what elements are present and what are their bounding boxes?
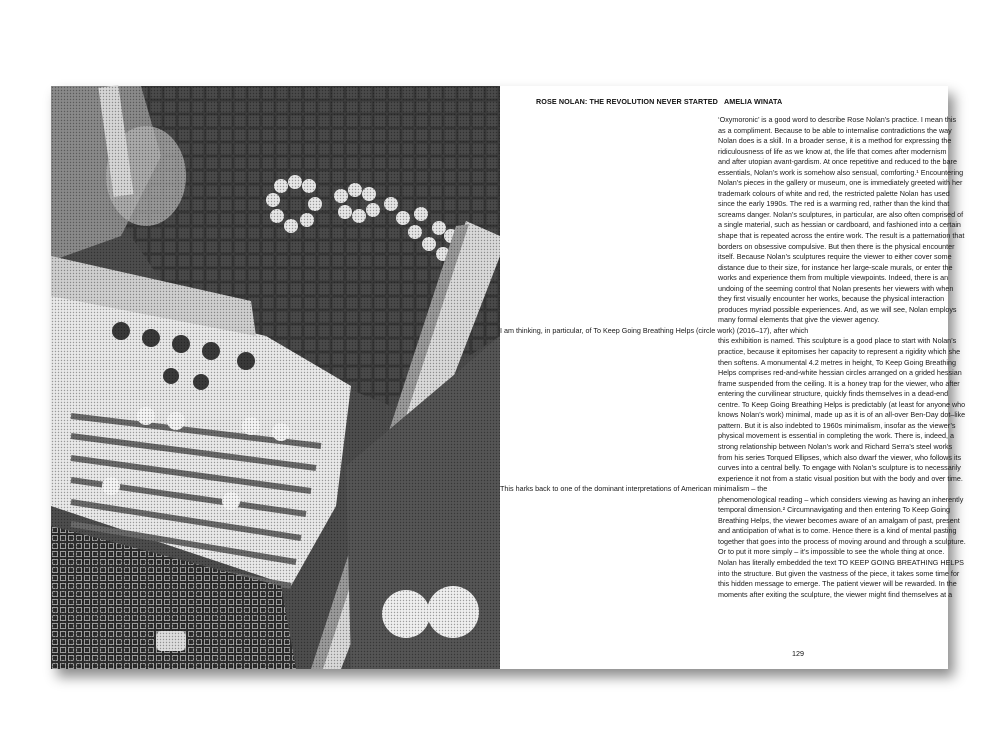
book-spread xyxy=(1,36,966,669)
text-line: pattern. But it is also indebted to 1960s minimalism, insofar as the viewer’s xyxy=(718,420,956,430)
text-line: essentials, Nolan’s work is somehow also sensual, comforting.¹ Encountering xyxy=(718,167,964,177)
text-line: Nolan does is a skill. In a broader sense, it is a method for expressing the xyxy=(718,136,952,146)
text-page xyxy=(500,86,966,669)
paragraph-3 xyxy=(500,484,966,600)
text-line: a single material, such as hessian or cardboard, and fashioned into a certain xyxy=(718,220,961,230)
text-line: this hidden message to emerge. The patient viewer will be rewarded. In the xyxy=(718,579,957,589)
paragraph-1 xyxy=(500,115,965,326)
essay-title: ROSE NOLAN: THE REVOLUTION NEVER STARTED xyxy=(536,97,718,106)
photo-page xyxy=(1,36,500,669)
text-line: into the structure. But given the vastness of the piece, it takes some time for xyxy=(718,568,960,578)
text-line: from his series Torqued Ellipses, which also dwarf the viewer, who follows its xyxy=(718,452,962,462)
text-line: ‘Oxymoronic’ is a good word to describe Rose Nolan’s practice. I mean this xyxy=(718,115,957,124)
text-line: they first visually encounter her works, because the physical interaction xyxy=(718,294,945,304)
text-line: Or to put it more simply – it’s impossible to see the whole thing at once. xyxy=(718,547,945,557)
letters-label: ROSE xyxy=(1,36,4,37)
text-line: I am thinking, in particular, of To Keep Going Breathing Helps (circle work) (2016–17), after which xyxy=(500,325,809,335)
text-line: phenomenological reading – which considers viewing as having an inherently xyxy=(718,494,964,504)
halftone-photo xyxy=(1,36,500,669)
text-line: temporal dimension.² Circumnavigating and then entering To Keep Going xyxy=(718,505,950,515)
text-line: ridiculousness of life as we know at, the life that comes after modernism xyxy=(718,146,947,156)
text-line: moments after exiting the sculpture, the viewer might find themselves at a xyxy=(718,589,953,599)
text-line: many formal elements that give the viewer agency. xyxy=(718,315,880,325)
text-line: knows Nolan’s work) minimal, made up as it is of an all-over Ben-Day dot–like xyxy=(718,410,966,420)
paragraph-2 xyxy=(500,325,966,484)
text-line: and after utopian avant-gardism. At once repetitive and reduced to the bare xyxy=(718,157,957,167)
text-line: screams danger. Nolan’s sculptures, in particular, are also often comprised of xyxy=(718,209,964,219)
text-line: shape that is repeated across the entire work. The result is a patternation that xyxy=(718,231,965,241)
text-line: frame suspended from the ceiling. It is a honey trap for the viewer, who after xyxy=(718,378,960,388)
text-line: physical movement is essential in completing the work. There is, indeed, a xyxy=(718,431,954,441)
text-line: works and experience them from multiple viewpoints. Indeed, there is an xyxy=(718,273,949,283)
body-text xyxy=(500,115,966,600)
essay-author: AMELIA WINATA xyxy=(724,97,783,106)
text-line: experience it not from a static visual position but with the body and over time. xyxy=(718,473,963,483)
text-line: together that goes into the process of moving around and through a sculpture. xyxy=(718,536,966,546)
text-line: and anticipation of what is to come. Hence there is a kind of mental pasting xyxy=(718,526,957,536)
text-line: practice, because it epitomises her capacity to represent a rigidity which she xyxy=(718,347,961,357)
text-line: entering the curvilinear structure, quickly finds themselves in a dead-end xyxy=(718,389,949,399)
text-line: curves into a central belly. To engage with Nolan’s sculpture is to necessarily xyxy=(718,463,961,473)
text-line: since the early 1990s. The red is a warming red, rather than the kind that xyxy=(718,199,950,209)
halftone-overlay xyxy=(51,86,500,669)
text-line: This harks back to one of the dominant interpretations of American minimalism – the xyxy=(500,484,768,494)
text-line: Nolan has literally embedded the text TO KEEP GOING BREATHING HELPS xyxy=(718,557,964,567)
text-line: strong relationship between Nolan’s work and Richard Serra’s steel works xyxy=(718,441,953,451)
text-line: distance due to their size, for instance her large-scale murals, or enter the xyxy=(718,262,953,272)
text-line: then softens. A monumental 4.2 metres in height, To Keep Going Breathing xyxy=(718,357,957,367)
text-line: as a compliment. Because to be able to internalise contradictions the way xyxy=(718,125,952,135)
text-line: centre. To Keep Going Breathing Helps is predictably (at least for anyone who xyxy=(718,399,966,409)
text-line: undoing of the seeming control that Nolan presents her viewers with when xyxy=(718,283,954,293)
text-line: this exhibition is named. This sculpture is a good place to start with Nolan’s xyxy=(718,336,957,346)
text-line: Nolan’s pieces in the gallery or museum, one is immediately greeted with her xyxy=(718,178,963,188)
page-number: 129 xyxy=(792,649,804,658)
text-line: itself. Because Nolan’s sculptures require the viewer to either cover some xyxy=(718,252,952,262)
text-line: Helps comprises red-and-white hessian circles arranged on a grided hessian xyxy=(718,368,962,378)
text-line: borders on obsessive compulsive. But then there is the physical encounter xyxy=(718,241,955,251)
text-line: trademark colours of white and red, the restricted palette Nolan has used xyxy=(718,188,950,198)
text-line: Breathing Helps, the viewer becomes aware of an amalgam of past, present xyxy=(718,515,960,525)
text-line: produces myriad possible experiences. And, as we will see, Nolan employs xyxy=(718,304,957,314)
